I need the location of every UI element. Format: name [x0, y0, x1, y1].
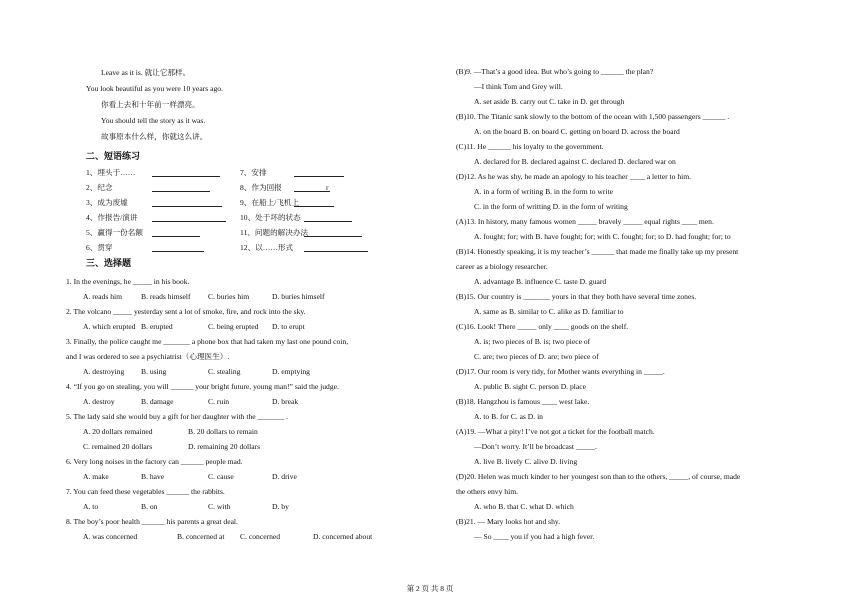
stray-mark: r — [326, 183, 329, 192]
answer-blank[interactable] — [152, 169, 220, 177]
question-line: (C)16. Look! There _____ only ____ goods on the shelf. — [456, 322, 629, 331]
answer-blank[interactable] — [294, 199, 334, 207]
example-line: You look beautiful as you were 10 years ago. — [86, 84, 223, 93]
section-heading-choice: 三、选择题 — [86, 259, 132, 269]
question-line: A. who B. that C. what D. which — [474, 502, 574, 511]
question-line: —Don’t worry. It’ll be broadcast _____. — [474, 442, 597, 451]
answer-option: D. buries himself — [272, 292, 325, 301]
question-line: C. are; two pieces of D. are; two piece of — [474, 352, 599, 361]
answer-option: A. 20 dollars remained — [83, 427, 153, 436]
answer-option: B. 20 dollars to remain — [188, 427, 258, 436]
question-line: A. live B. lively C. alive D. living — [474, 457, 578, 466]
answer-blank[interactable] — [152, 199, 222, 207]
question-stem: 8. The boy’s poor health ______ his parents a great deal. — [66, 517, 238, 526]
example-line: Leave as it is. 就让它那样。 — [101, 68, 191, 77]
answer-blank[interactable] — [294, 184, 330, 192]
example-line: 你看上去和十年前一样漂亮。 — [101, 100, 200, 109]
phrase-item-left: 6、贯穿 — [86, 243, 113, 253]
answer-option: A. destroy — [83, 397, 115, 406]
answer-blank[interactable] — [304, 229, 362, 237]
answer-option: C. remained 20 dollars — [83, 442, 153, 451]
question-line: A. same as B. similar to C. alike as D. familiar to — [474, 307, 624, 316]
answer-blank[interactable] — [304, 244, 368, 252]
phrase-item-right: 7、安排 — [240, 168, 267, 178]
question-line: (B)9. —That’s a good idea. But who’s going to ______ the plan? — [456, 67, 654, 76]
question-line: (C)11. He ______ his loyalty to the government. — [456, 142, 604, 151]
answer-option: C. with — [208, 502, 231, 511]
answer-option: A. which erupted — [83, 322, 136, 331]
question-line: (D)12. As he was shy, he made an apology to his teacher ____ a letter to him. — [456, 172, 692, 181]
phrase-item-right: 11、问题的解决办法 — [240, 228, 308, 238]
answer-option: B. on — [141, 502, 158, 511]
phrase-item-right: 12、以……形式 — [240, 243, 293, 253]
answer-option: C. cause — [208, 472, 234, 481]
question-stem: 1. In the evenings, he _____ in his book. — [66, 277, 190, 286]
section-heading-phrases: 二、短语练习 — [86, 152, 141, 162]
question-stem: 6. Very long noises in the factory can ______ people mad. — [66, 457, 243, 466]
question-line: (A)13. In history, many famous women _____ bravely _____ equal rights ____ men. — [456, 217, 714, 226]
phrase-item-left: 1、埋头于…… — [86, 168, 135, 178]
answer-option: D. remaining 20 dollars — [188, 442, 261, 451]
phrase-item-left: 5、赢得一份名额 — [86, 228, 143, 238]
phrase-item-left: 3、成为废墟 — [86, 198, 128, 208]
question-stem: and I was ordered to see a psychiatrist（心理医生）. — [66, 352, 230, 361]
question-line: A. to B. for C. as D. in — [474, 412, 543, 421]
question-line: C. in the form of writting D. in the form of writing — [474, 202, 628, 211]
question-line: A. fought; for; with B. have fought; for; with C. fought; for; to D. had fought; for; to — [474, 232, 731, 241]
question-line: (B)15. Our country is _______ yours in that they both have several time zones. — [456, 292, 697, 301]
answer-option: A. destroying — [83, 367, 125, 376]
question-line: — So ____ you if you had a high fever. — [474, 532, 595, 541]
question-line: A. is; two pieces of B. is; two piece of — [474, 337, 591, 346]
answer-option: C. buries him — [208, 292, 250, 301]
answer-option: B. have — [141, 472, 165, 481]
answer-blank[interactable] — [152, 184, 210, 192]
question-stem: 3. Finally, the police caught me _______ a phone box that had taken my last one pound coin, — [66, 337, 349, 346]
example-line: You should tell the story as it was. — [101, 116, 206, 125]
question-line: A. set aside B. carry out C. take in D. get through — [474, 97, 625, 106]
answer-option: D. break — [272, 397, 299, 406]
answer-blank[interactable] — [152, 214, 226, 222]
answer-blank[interactable] — [294, 169, 344, 177]
question-line: career as a biology researcher. — [456, 262, 548, 271]
question-line: (D)17. Our room is very tidy, for Mother wants everything in _____. — [456, 367, 665, 376]
question-stem: 5. The lady said she would buy a gift for her daughter with the _______ . — [66, 412, 288, 421]
question-line: (B)21. — Mary looks hot and shy. — [456, 517, 561, 526]
question-stem: 4. “If you go on stealing, you will ______ your bright future, young man!” said the judge. — [66, 382, 339, 391]
question-line: (A)19. —What a pity! I’ve not got a ticket for the football match. — [456, 427, 655, 436]
phrase-item-right: 9、在船上/飞机上 — [240, 198, 299, 208]
question-line: (D)20. Helen was much kinder to her youngest son than to the others, _____, of course, made — [456, 472, 741, 481]
answer-option: A. reads him — [83, 292, 123, 301]
phrase-item-left: 2、纪念 — [86, 183, 113, 193]
phrase-item-left: 4、作报告/演讲 — [86, 213, 137, 223]
question-line: A. in a form of writing B. in the form to write — [474, 187, 613, 196]
answer-option: C. stealing — [208, 367, 241, 376]
question-line: A. on the board B. on board C. getting on board D. across the board — [474, 127, 680, 136]
answer-option: D. emptying — [272, 367, 310, 376]
question-stem: 7. You can feed these vegetables ______ the rabbits. — [66, 487, 225, 496]
answer-blank[interactable] — [152, 244, 204, 252]
answer-blank[interactable] — [304, 214, 352, 222]
answer-option: D. drive — [272, 472, 297, 481]
answer-option: A. was concerned — [83, 532, 138, 541]
answer-option: A. to — [83, 502, 99, 511]
answer-option: A. make — [83, 472, 109, 481]
question-line: A. advantage B. influence C. taste D. guard — [474, 277, 607, 286]
answer-blank[interactable] — [152, 229, 200, 237]
phrase-item-right: 8、作为回报 r — [240, 183, 329, 192]
example-line: 故事原本什么样，你就这么讲。 — [101, 132, 208, 141]
question-line: (B)18. Hangzhou is famous ____ west lake. — [456, 397, 590, 406]
question-line: the others envy him. — [456, 487, 519, 496]
answer-option: B. concerned at — [177, 532, 225, 541]
question-stem: 2. The volcano _____ yesterday sent a lot of smoke, fire, and rock into the sky. — [66, 307, 306, 316]
answer-option: B. damage — [141, 397, 174, 406]
phrase-item-right: 10、处于坏的状态 — [240, 213, 301, 223]
answer-option: C. concerned — [240, 532, 281, 541]
answer-option: C. ruin — [208, 397, 230, 406]
question-line: (B)14. Honestly speaking, it is my teacher’s ______ that made me finally take up my present — [456, 247, 739, 256]
answer-option: C. being erupted — [208, 322, 259, 331]
page-footer: 第 2 页 共 8 页 — [406, 584, 454, 593]
question-line: (B)10. The Titanic sank slowly to the bottom of the ocean with 1,500 passengers ______ . — [456, 112, 730, 121]
question-line: A. public B. sight C. person D. place — [474, 382, 586, 391]
answer-option: D. by — [272, 502, 289, 511]
answer-option: D. to erupt — [272, 322, 305, 331]
answer-option: B. erupted — [141, 322, 173, 331]
question-line: A. declared for B. declared against C. declared D. declared war on — [474, 157, 676, 166]
answer-option: B. using — [141, 367, 167, 376]
answer-option: B. reads himself — [141, 292, 191, 301]
question-line: —I think Tom and Grey will. — [474, 82, 563, 91]
answer-option: D. concerned about — [313, 532, 373, 541]
